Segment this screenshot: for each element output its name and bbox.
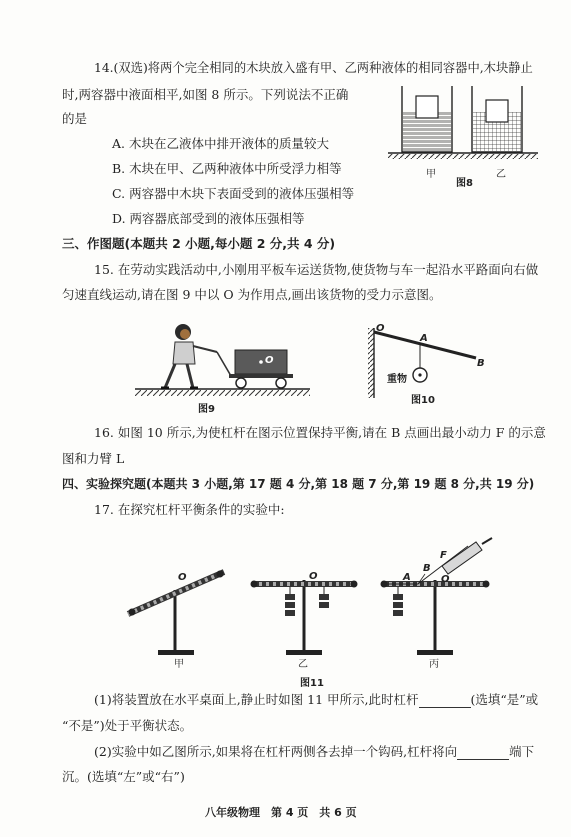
figure-11-bing-a: A bbox=[403, 572, 411, 583]
q17-part2-text-a: (2)实验中如乙图所示,如果将在杠杆两侧各去掉一个钩码,杠杆将向 bbox=[94, 744, 458, 759]
q16-line1: 16. 如图 10 所示,为使杠杆在图示位置保持平衡,请在 B 点画出最小动力 F 的示意 bbox=[94, 425, 546, 440]
q17-part2-line2: 沉。(选填“左”或“右”) bbox=[62, 769, 185, 784]
section-3-heading: 三、作图题(本题共 2 小题,每小题 2 分,共 4 分) bbox=[62, 236, 336, 251]
q17-part1-text-b: (选填“是”或 bbox=[470, 692, 539, 707]
figure-11-yi-o: O bbox=[309, 571, 318, 582]
page-footer: 八年级物理 第 4 页 共 6 页 bbox=[205, 806, 357, 819]
figure-11-label-bing: 丙 bbox=[429, 659, 439, 670]
q17-part1-line2: “不是”)处于平衡状态。 bbox=[62, 718, 193, 733]
q17-part2-line1 bbox=[94, 744, 534, 760]
q17-part1-line1 bbox=[94, 692, 538, 708]
figure-11-label-yi: 乙 bbox=[298, 659, 308, 670]
figure-11-bing-o: O bbox=[441, 574, 450, 585]
figure-11-jia-o: O bbox=[178, 572, 187, 583]
figure-9 bbox=[135, 318, 315, 408]
figure-8-label-yi: 乙 bbox=[496, 169, 506, 180]
q17-line1: 17. 在探究杠杆平衡条件的实验中: bbox=[94, 502, 285, 517]
figure-10-label-o: O bbox=[376, 323, 385, 334]
q14-line1: 14.(双选)将两个完全相同的木块放入盛有甲、乙两种液体的相同容器中,木块静止 bbox=[94, 61, 533, 75]
q14-line3: 的是 bbox=[62, 111, 88, 126]
figure-10-label-a: A bbox=[420, 333, 428, 344]
q17-part1-text-a: (1)将装置放在水平桌面上,静止时如图 11 甲所示,此时杠杆 bbox=[94, 692, 419, 707]
q17-part1-blank[interactable] bbox=[419, 707, 471, 708]
q17-part2-text-b: 端下 bbox=[509, 744, 535, 759]
figure-8-caption: 图8 bbox=[456, 178, 473, 189]
figure-11-label-jia: 甲 bbox=[174, 659, 184, 670]
figure-11-bing-f: F bbox=[440, 550, 447, 561]
figure-9-caption: 图9 bbox=[198, 404, 215, 415]
q15-line1: 15. 在劳动实践活动中,小刚用平板车运送货物,使货物与车一起沿水平路面向右做 bbox=[94, 262, 539, 277]
figure-11-caption: 图11 bbox=[300, 678, 324, 689]
figure-10-caption: 图10 bbox=[411, 395, 435, 406]
q17-part2-blank[interactable] bbox=[457, 759, 509, 760]
figure-9-point-o: O bbox=[265, 355, 274, 366]
q14-option-d: D. 两容器底部受到的液体压强相等 bbox=[112, 211, 305, 226]
figure-8-label-jia: 甲 bbox=[426, 169, 436, 180]
figure-11-bing-b: B bbox=[423, 563, 431, 574]
q16-line2: 图和力臂 L bbox=[62, 451, 125, 466]
q14-option-b: B. 木块在甲、乙两种液体中所受浮力相等 bbox=[112, 161, 342, 176]
section-4-heading: 四、实验探究题(本题共 3 小题,第 17 题 4 分,第 18 题 7 分,第 19 题 8 分,共 19 分) bbox=[62, 477, 535, 491]
q15-line2: 匀速直线运动,请在图 9 中以 O 为作用点,画出该货物的受力示意图。 bbox=[62, 287, 442, 302]
figure-10-weight-label: 重物 bbox=[387, 374, 407, 385]
q14-option-a: A. 木块在乙液体中排开液体的质量较大 bbox=[112, 136, 329, 151]
q14-line2: 时,两容器中液面相平,如图 8 所示。下列说法不正确 bbox=[62, 87, 349, 102]
figure-10-label-b: B bbox=[477, 358, 485, 369]
q14-option-c: C. 两容器中木块下表面受到的液体压强相等 bbox=[112, 186, 355, 201]
